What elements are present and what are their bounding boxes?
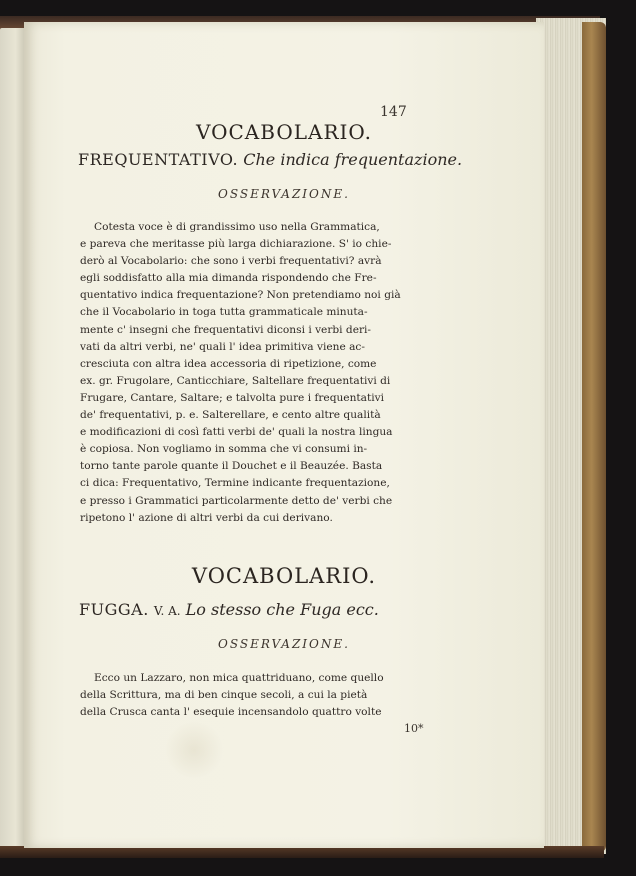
paper-stain <box>164 722 224 778</box>
text-line: e modificazioni di così fatti verbi de' quali la nostra lingua <box>80 426 393 439</box>
text-line: vati da altri verbi, ne' quali l' idea primitiva viene ac- <box>80 340 365 353</box>
entry-pos: V. A. <box>153 604 181 618</box>
text-line: è copiosa. Non vogliamo in somma che vi consumi in- <box>80 443 368 456</box>
text-line: ex. gr. Frugolare, Canticchiare, Saltellare frequentativi di <box>80 374 391 387</box>
paragraph-2 <box>80 670 484 721</box>
observation-title-2: OSSERVAZIONE. <box>218 637 350 651</box>
text-line: ci dica: Frequentativo, Termine indicante frequentazione, <box>80 477 390 490</box>
text-line: de' frequentativi, p. e. Salterellare, e cento altre qualità <box>80 409 381 422</box>
text-line: Cotesta voce è di grandissimo uso nella Grammatica, <box>94 221 380 233</box>
text-line: mente c' insegni che frequentativi diconsi i verbi deri- <box>80 323 372 336</box>
entry-line-1 <box>78 150 462 169</box>
text-line: ripetono l' azione di altri verbi da cui derivano. <box>80 511 333 524</box>
text-line: e pareva che meritasse più larga dichiarazione. S' io chie- <box>80 238 392 251</box>
text-line: Frugare, Cantare, Saltare; e talvolta pure i frequentativi <box>80 391 384 404</box>
observation-title-1: OSSERVAZIONE. <box>218 187 350 201</box>
book-page <box>24 22 544 848</box>
section-heading-2: VOCABOLARIO. <box>191 564 377 588</box>
text-line: della Scrittura, ma di ben cinque secoli, a cui la pietà <box>80 689 368 702</box>
book-cover-right-edge <box>582 22 606 852</box>
signature-mark: 10* <box>404 722 424 735</box>
text-line: della Crusca canta l' esequie incensandolo quattro volte <box>80 706 382 719</box>
entry-definition: Che indica frequentazione. <box>243 150 463 169</box>
text-line: egli soddisfatto alla mia dimanda rispondendo che Fre- <box>80 272 377 285</box>
paragraph-1 <box>80 219 484 527</box>
text-line: che il Vocabolario in toga tutta grammaticale minuta- <box>80 306 368 319</box>
page-number: 147 <box>380 104 407 120</box>
text-line: Ecco un Lazzaro, non mica quattriduano, come quello <box>94 672 384 684</box>
entry-word: FUGGA. <box>79 600 149 619</box>
text-line: e presso i Grammatici particolarmente detto de' verbi che <box>80 494 393 507</box>
text-line: quentativo indica frequentazione? Non pretendiamo noi già <box>80 289 401 302</box>
text-line: derò al Vocabolario: che sono i verbi frequentativi? avrà <box>80 255 382 268</box>
left-page-edge <box>0 28 26 848</box>
text-line: cresciuta con altra idea accessoria di ripetizione, come <box>80 357 377 370</box>
entry-line-2 <box>79 600 379 619</box>
text-line: torno tante parole quante il Douchet e il Beauzée. Basta <box>80 460 383 473</box>
section-heading-1: VOCABOLARIO. <box>196 120 372 144</box>
entry-definition: Lo stesso che Fuga ecc. <box>185 600 379 619</box>
entry-word: FREQUENTATIVO. <box>78 150 239 169</box>
